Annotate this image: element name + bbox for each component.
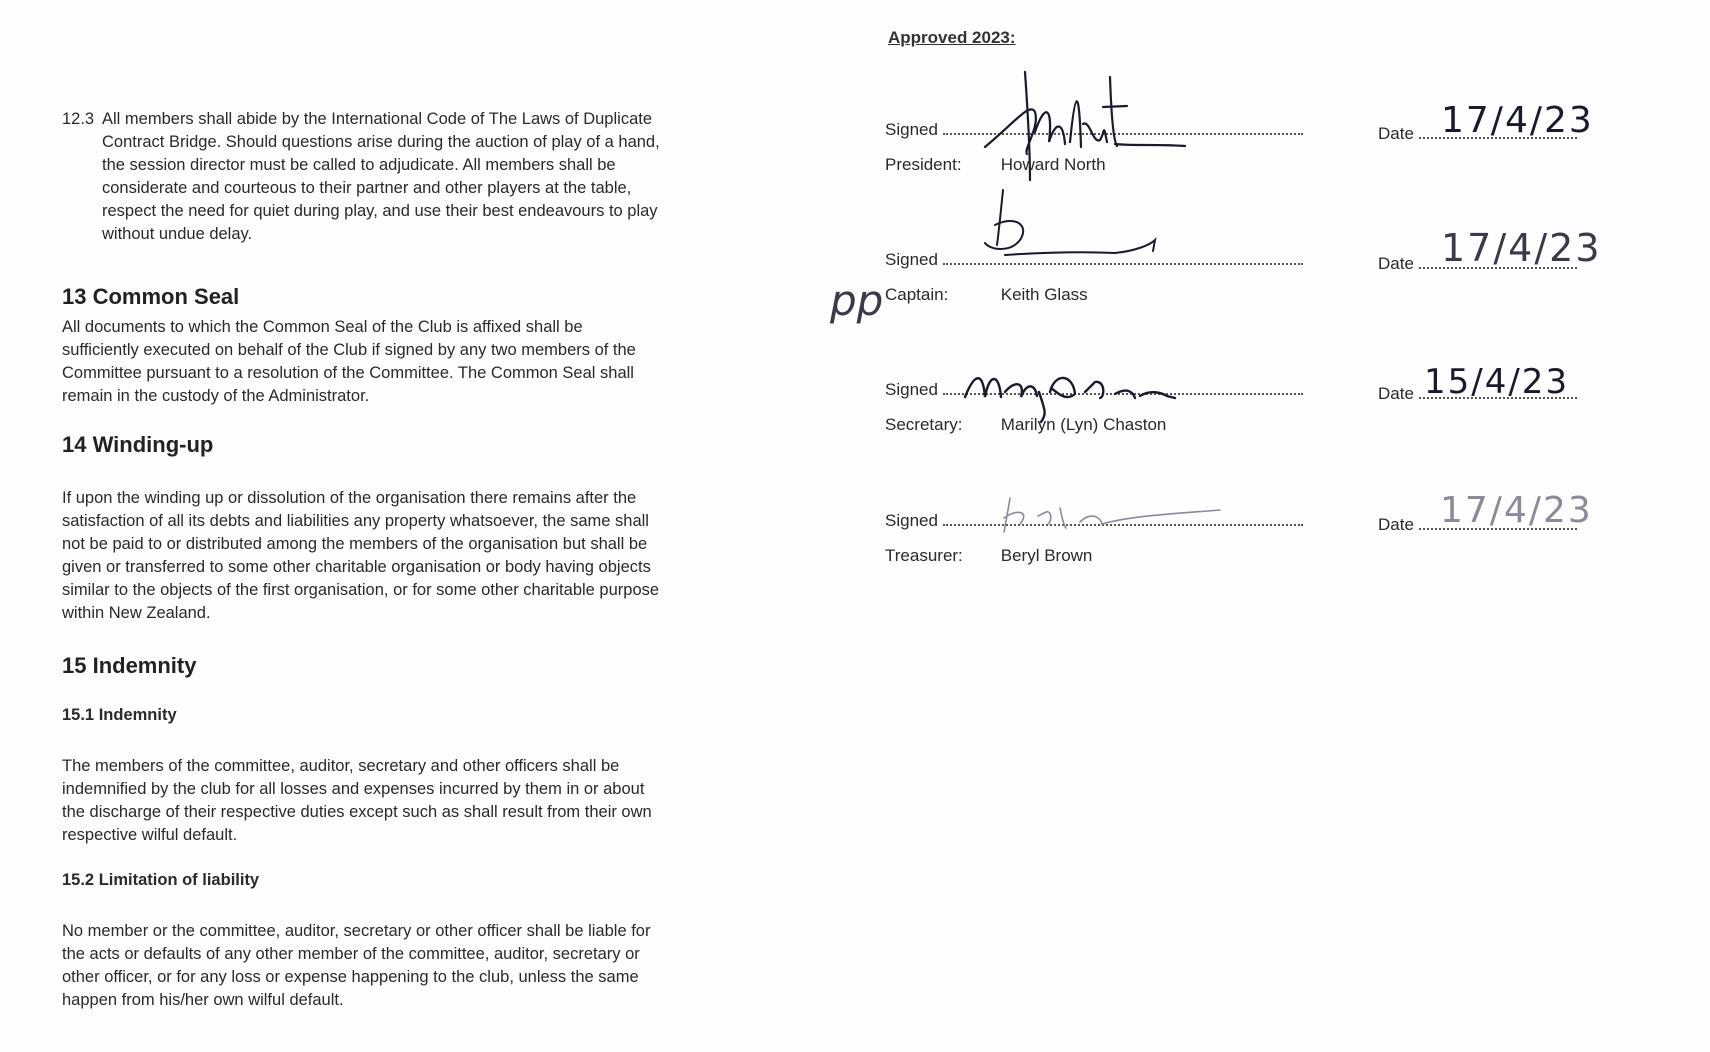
role-label: Captain: [885, 285, 949, 304]
body-line: other officer, or for any loss or expense happening to the club, unless the same [62, 968, 639, 986]
body-line: The members of the committee, auditor, secretary and other officers shall be [62, 757, 620, 775]
body-line: the acts or defaults of any other member of the committee, auditor, secretary or [62, 945, 640, 963]
role-line-president [885, 155, 1106, 175]
date-label: Date [1378, 384, 1414, 403]
captain-signature [975, 185, 1195, 270]
role-line-secretary [885, 415, 1166, 435]
clause-line: considerate and courteous to their partner and other players at the table, [102, 179, 632, 197]
section-13-body [62, 316, 762, 408]
body-line: respective wilful default. [62, 826, 238, 844]
handwritten-date: 17/4/23 [1441, 100, 1594, 141]
handwritten-date: 17/4/23 [1440, 490, 1593, 531]
body-line: No member or the committee, auditor, secretary or other officer shall be liable for [62, 922, 651, 940]
body-line: not be paid to or distributed among the members of the organisation but shall be [62, 535, 648, 553]
clause-line: Contract Bridge. Should questions arise during the auction of play of a hand, [102, 133, 660, 151]
treasurer-signature [990, 488, 1230, 538]
body-line: happen from his/her own wilful default. [62, 991, 344, 1009]
signed-label: Signed [885, 511, 938, 530]
role-label: Secretary: [885, 415, 963, 434]
body-line: indemnified by the club for all losses and expenses incurred by them in or about [62, 780, 645, 798]
signed-label: Signed [885, 380, 938, 399]
body-line: within New Zealand. [62, 604, 211, 622]
role-line-treasurer [885, 546, 1092, 566]
section-14-heading: 14 Winding-up [62, 432, 214, 457]
signed-label: Signed [885, 120, 938, 139]
clause-line: without undue delay. [102, 225, 253, 243]
signed-label: Signed [885, 250, 938, 269]
body-line: remain in the custody of the Administrator. [62, 387, 370, 405]
signatory-name: Howard North [1000, 155, 1106, 174]
section-14-body [62, 487, 782, 625]
signatory-name: Beryl Brown [1000, 546, 1093, 565]
section-15-1-heading: 15.1 Indemnity [62, 706, 177, 724]
body-line: satisfaction of all its debts and liabilities any property whatsoever, the same shall [62, 512, 649, 530]
clause-line: the session director must be called to adjudicate. All members shall be [102, 156, 616, 174]
section-15-1-body [62, 755, 782, 847]
date-label: Date [1378, 515, 1414, 534]
signatory-name: Keith Glass [1000, 285, 1088, 304]
section-15-2-body [62, 920, 782, 1012]
body-line: the discharge of their respective duties except such as shall result from their own [62, 803, 652, 821]
clause-line: respect the need for quiet during play, and use their best endeavours to play [102, 202, 658, 220]
body-line: Committee pursuant to a resolution of the Committee. The Common Seal shall [62, 364, 634, 382]
section-15-heading: 15 Indemnity [62, 653, 197, 678]
body-line: sufficiently executed on behalf of the Club if signed by any two members of the [62, 341, 636, 359]
clause-number: 12.3 [62, 110, 95, 128]
body-line: If upon the winding up or dissolution of the organisation there remains after the [62, 489, 637, 507]
section-15-2-heading: 15.2 Limitation of liability [62, 871, 260, 889]
role-line-captain [885, 285, 1088, 305]
date-label: Date [1378, 254, 1414, 273]
handwritten-date: 15/4/23 [1424, 362, 1570, 402]
clause-12-3 [62, 108, 762, 246]
role-label: President: [885, 155, 962, 174]
body-line: All documents to which the Common Seal of the Club is affixed shall be [62, 318, 583, 336]
body-line: similar to the objects of the first organisation, or for some other charitable purpose [62, 581, 660, 599]
signatory-name: Marilyn (Lyn) Chaston [1000, 415, 1167, 434]
body-line: given or transferred to some other charitable organisation or body having objects [62, 558, 651, 576]
role-label: Treasurer: [885, 546, 963, 565]
margin-initials: pp [830, 276, 884, 325]
section-13-heading: 13 Common Seal [62, 284, 240, 309]
handwritten-date: 17/4/23 [1441, 226, 1602, 270]
approved-heading: Approved 2023: [888, 28, 1016, 47]
date-label: Date [1378, 124, 1414, 143]
clause-line: All members shall abide by the International Code of The Laws of Duplicate [102, 110, 653, 128]
